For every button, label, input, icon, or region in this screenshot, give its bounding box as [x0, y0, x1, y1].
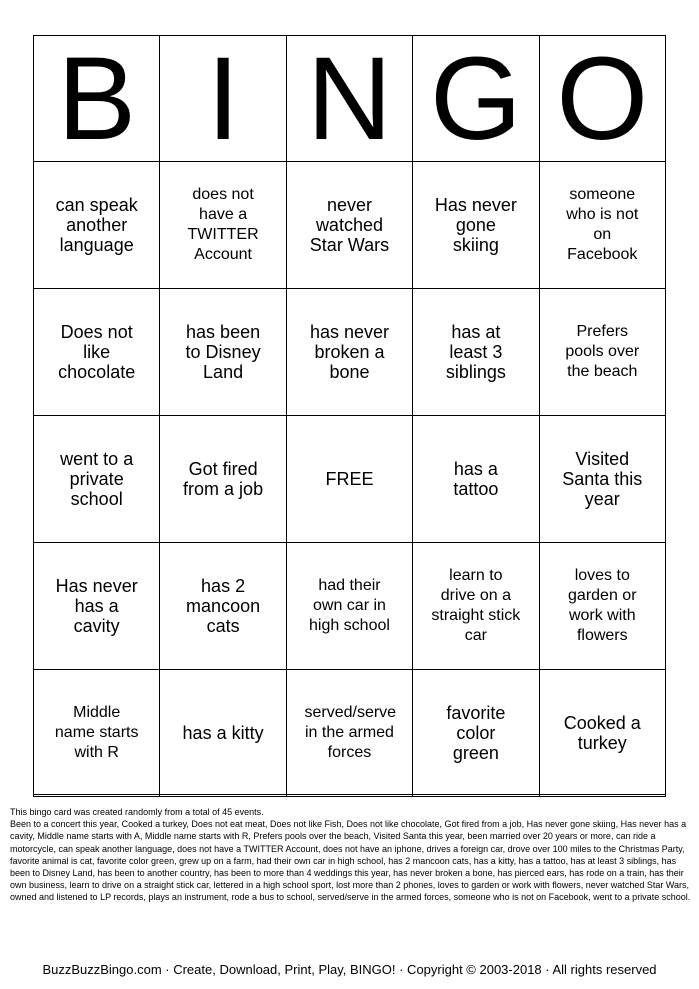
bingo-cell — [539, 416, 665, 543]
cell-text: favorite color green — [446, 703, 506, 763]
cell-text: can speak another language — [55, 195, 138, 255]
bingo-cell — [413, 162, 539, 289]
cell-text: Got fired from a job — [183, 459, 264, 499]
bingo-grid — [33, 32, 666, 797]
bingo-row-5 — [34, 670, 666, 797]
bingo-cell — [286, 543, 412, 670]
bingo-cell — [286, 289, 412, 416]
cell-text: Prefers pools over the beach — [565, 323, 640, 380]
free-space-text: FREE — [325, 469, 374, 489]
cell-text: Visited Santa this year — [562, 449, 643, 509]
cell-text: has been to Disney Land — [185, 322, 261, 382]
bingo-cell — [413, 416, 539, 543]
bingo-cell — [413, 289, 539, 416]
bingo-header-row — [34, 36, 666, 162]
bingo-cell — [34, 289, 160, 416]
header-letter-i: I — [160, 36, 286, 162]
bingo-cell — [286, 162, 412, 289]
cell-text: has 2 mancoon cats — [186, 576, 261, 636]
bingo-cell — [160, 162, 286, 289]
bingo-row-1 — [34, 162, 666, 289]
bingo-row-3 — [34, 416, 666, 543]
card-description — [10, 806, 692, 904]
description-events: Been to a concert this year, Cooked a turkey, Does not eat meat, Does not like Fish, Does not like chocolate, Got fired from a job, Has never gone skiing, Has never has a cavity, Middle name starts with A, Middle name starts with R, Prefers pools over the beach, Visited Santa this year, been married over 20 years or more, can ride a motorcycle, can speak another language, does not have a TWITTER Account, does not have an iphone, drives a foreign car, drove over 100 miles to the Christmas Party, favorite animal is cat, favorite color green, grew up on a farm, had their own car in high school, has 2 mancoon cats, has a kitty, has a tattoo, has at least 3 siblings, has been to Disney Land, has been to another country, has been to more than 4 weddings this year, has never broken a bone, has pierced ears, has rode on a train, has their own business, learn to drive on a straight stick car, lettered in a high school sport, lost more than 2 phones, loves to garden or work with flowers, never watched Star Wars, owned and listened to LP records, plays an instrument, rode a bus to school, served/serve in the armed forces, someone who is not on Facebook, went to a private school. — [10, 819, 691, 903]
description-intro: This bingo card was created randomly from a total of 45 events. — [10, 807, 264, 817]
bingo-cell — [160, 543, 286, 670]
cell-text: Has never has a cavity — [55, 576, 138, 636]
cell-text: Middle name starts with R — [54, 704, 139, 761]
bingo-cell — [413, 670, 539, 797]
bingo-cell — [160, 416, 286, 543]
bingo-cell — [539, 670, 665, 797]
cell-text: Does not like chocolate — [58, 322, 136, 382]
header-letter-o: O — [539, 36, 665, 162]
cell-text: Has never gone skiing — [434, 195, 517, 255]
bingo-cell — [160, 289, 286, 416]
cell-text: has never broken a bone — [309, 322, 389, 382]
bingo-cell — [413, 543, 539, 670]
bingo-cell — [34, 670, 160, 797]
cell-text: does not have a TWITTER Account — [187, 186, 259, 263]
bingo-cell — [34, 162, 160, 289]
bingo-cell — [160, 670, 286, 797]
bingo-card — [33, 32, 666, 795]
header-letter-n: N — [286, 36, 412, 162]
cell-text: served/serve in the armed forces — [304, 704, 397, 761]
bingo-cell — [539, 289, 665, 416]
cell-text: someone who is not on Facebook — [566, 186, 639, 263]
cell-text: never watched Star Wars — [309, 195, 390, 255]
bingo-cell — [286, 670, 412, 797]
cell-text: has a kitty — [182, 723, 264, 743]
site-footer: BuzzBuzzBingo.com · Create, Download, Print, Play, BINGO! · Copyright © 2003-2018 · All rights reserved — [42, 962, 657, 977]
bingo-row-2 — [34, 289, 666, 416]
cell-text: had their own car in high school — [308, 577, 390, 634]
bingo-cell — [539, 543, 665, 670]
bingo-cell — [34, 416, 160, 543]
free-space-cell — [286, 416, 412, 543]
cell-text: loves to garden or work with flowers — [568, 567, 637, 644]
cell-text: has a tattoo — [453, 459, 499, 499]
header-letter-b: B — [34, 36, 160, 162]
cell-text: has at least 3 siblings — [445, 322, 506, 382]
bingo-cell — [34, 543, 160, 670]
bingo-row-4 — [34, 543, 666, 670]
bingo-cell — [539, 162, 665, 289]
cell-text: learn to drive on a straight stick car — [431, 567, 521, 644]
header-letter-g: G — [413, 36, 539, 162]
cell-text: went to a private school — [60, 449, 134, 509]
cell-text: Cooked a turkey — [563, 713, 641, 753]
